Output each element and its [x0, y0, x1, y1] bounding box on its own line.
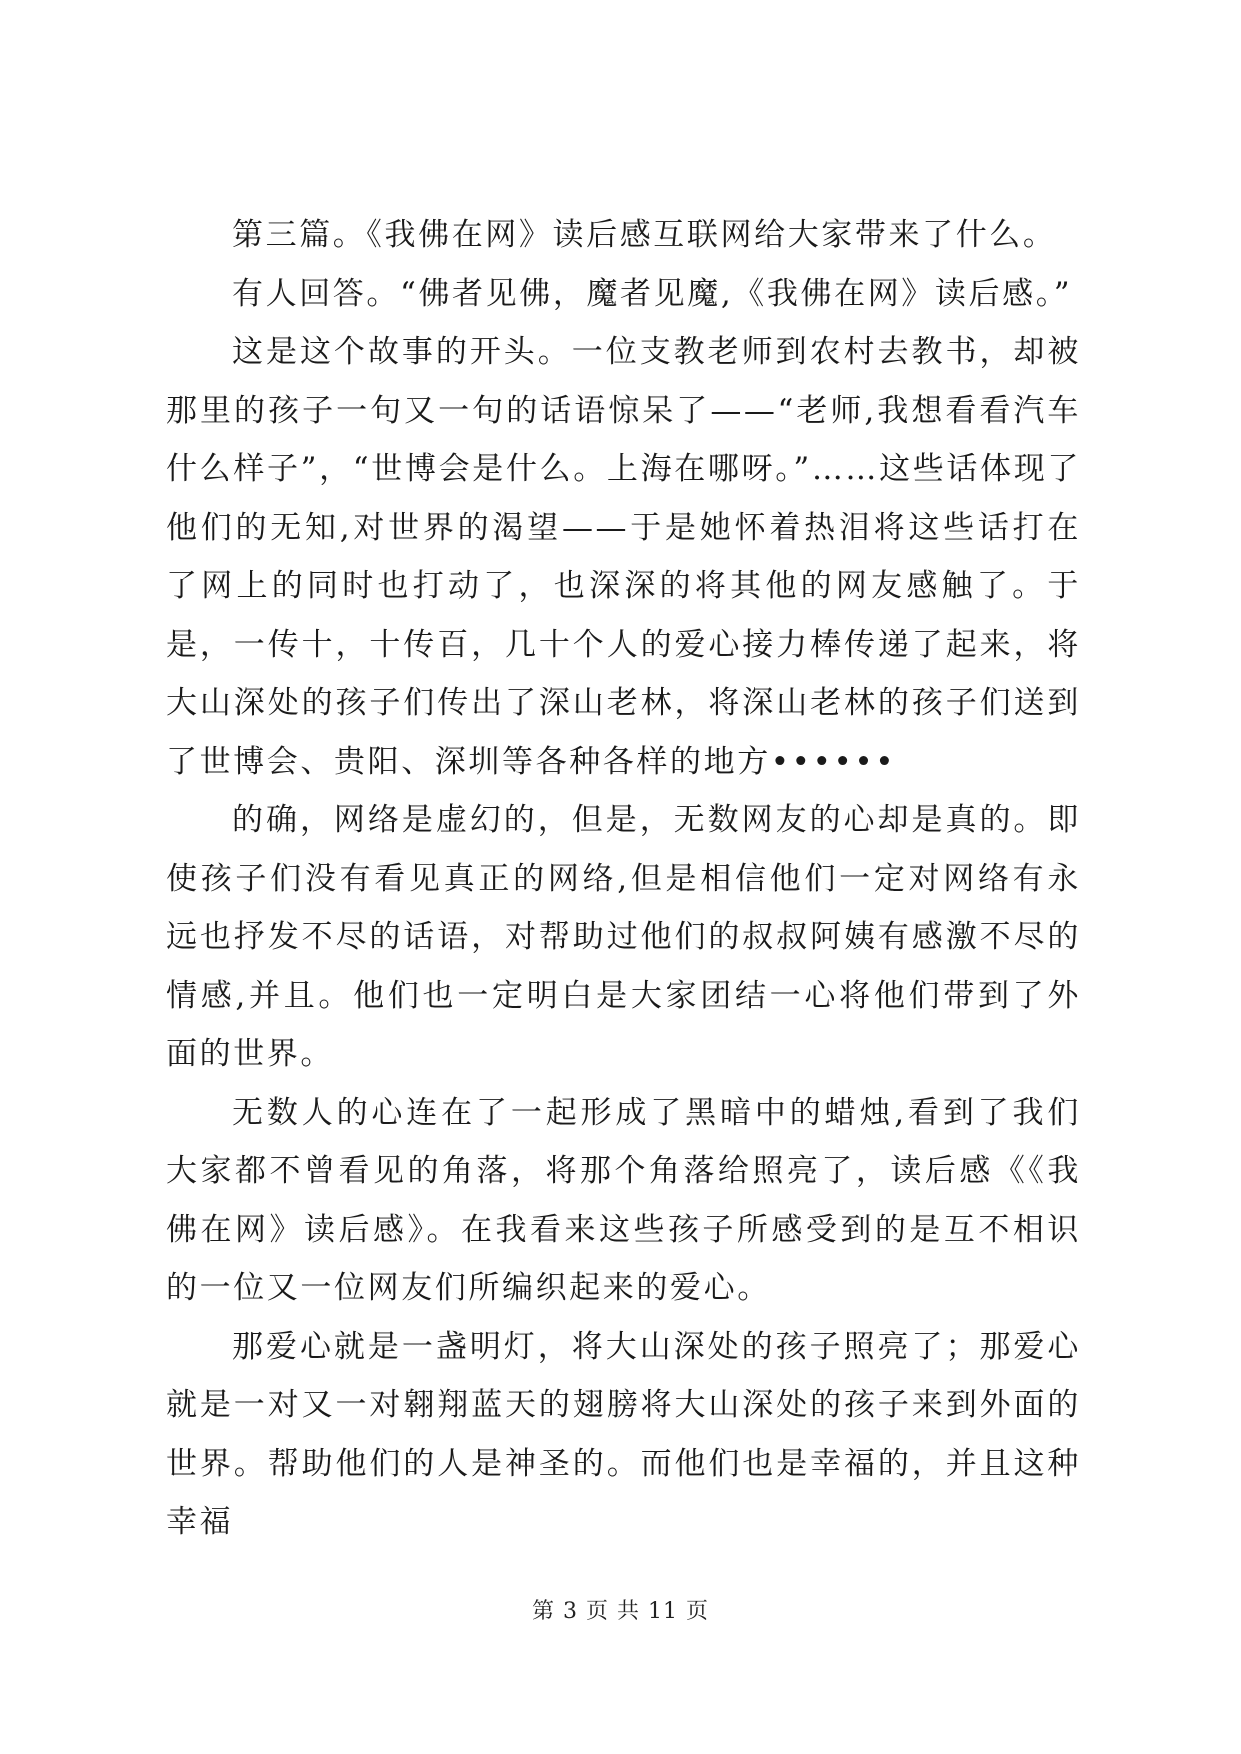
paragraph-6: 那爱心就是一盏明灯，将大山深处的孩子照亮了；那爱心就是一对又一对翱翔蓝天的翅膀将大山深处的孩子来到外面的世界。帮助他们的人是神圣的。而他们也是幸福的，并且这种幸福 — [166, 1328, 1081, 1540]
paragraph-5: 无数人的心连在了一起形成了黑暗中的蜡烛,看到了我们大家都不曾看见的角落，将那个角落给照亮了，读后感《《我佛在网》读后感》。在我看来这些孩子所感受到的是互不相识的一位又一位网友们所编织起来的爱心。 — [166, 1094, 1081, 1306]
paragraph-3: 这是这个故事的开头。一位支教老师到农村去教书，却被那里的孩子一句又一句的话语惊呆了——“老师,我想看看汽车什么样子”，“世博会是什么。上海在哪呀。”……这些话体现了他们的无知,对世界的渴望——于是她怀着热泪将这些话打在了网上的同时也打动了，也深深的将其他的网友感触了。于是，一传十，十传百，几十个人的爱心接力棒传递了起来，将大山深处的孩子们传出了深山老林，将深山老林的孩子们送到了世博会、贵阳、深圳等各种各样的地方•••••• — [166, 334, 1081, 780]
paragraph-1: 第三篇。《我佛在网》读后感互联网给大家带来了什么。 — [232, 217, 1057, 253]
paragraph-4: 的确，网络是虚幻的，但是，无数网友的心却是真的。即使孩子们没有看见真正的网络,但是相信他们一定对网络有永远也抒发不尽的话语，对帮助过他们的叔叔阿姨有感激不尽的情感,并且。他们也一定明白是大家团结一心将他们带到了外面的世界。 — [166, 802, 1081, 1072]
document-body — [166, 206, 1081, 1552]
page-number-footer: 第 3 页 共 11 页 — [532, 1599, 709, 1624]
paragraph-2: 有人回答。“佛者见佛，魔者见魔,《我佛在网》读后感。” — [232, 275, 1073, 312]
